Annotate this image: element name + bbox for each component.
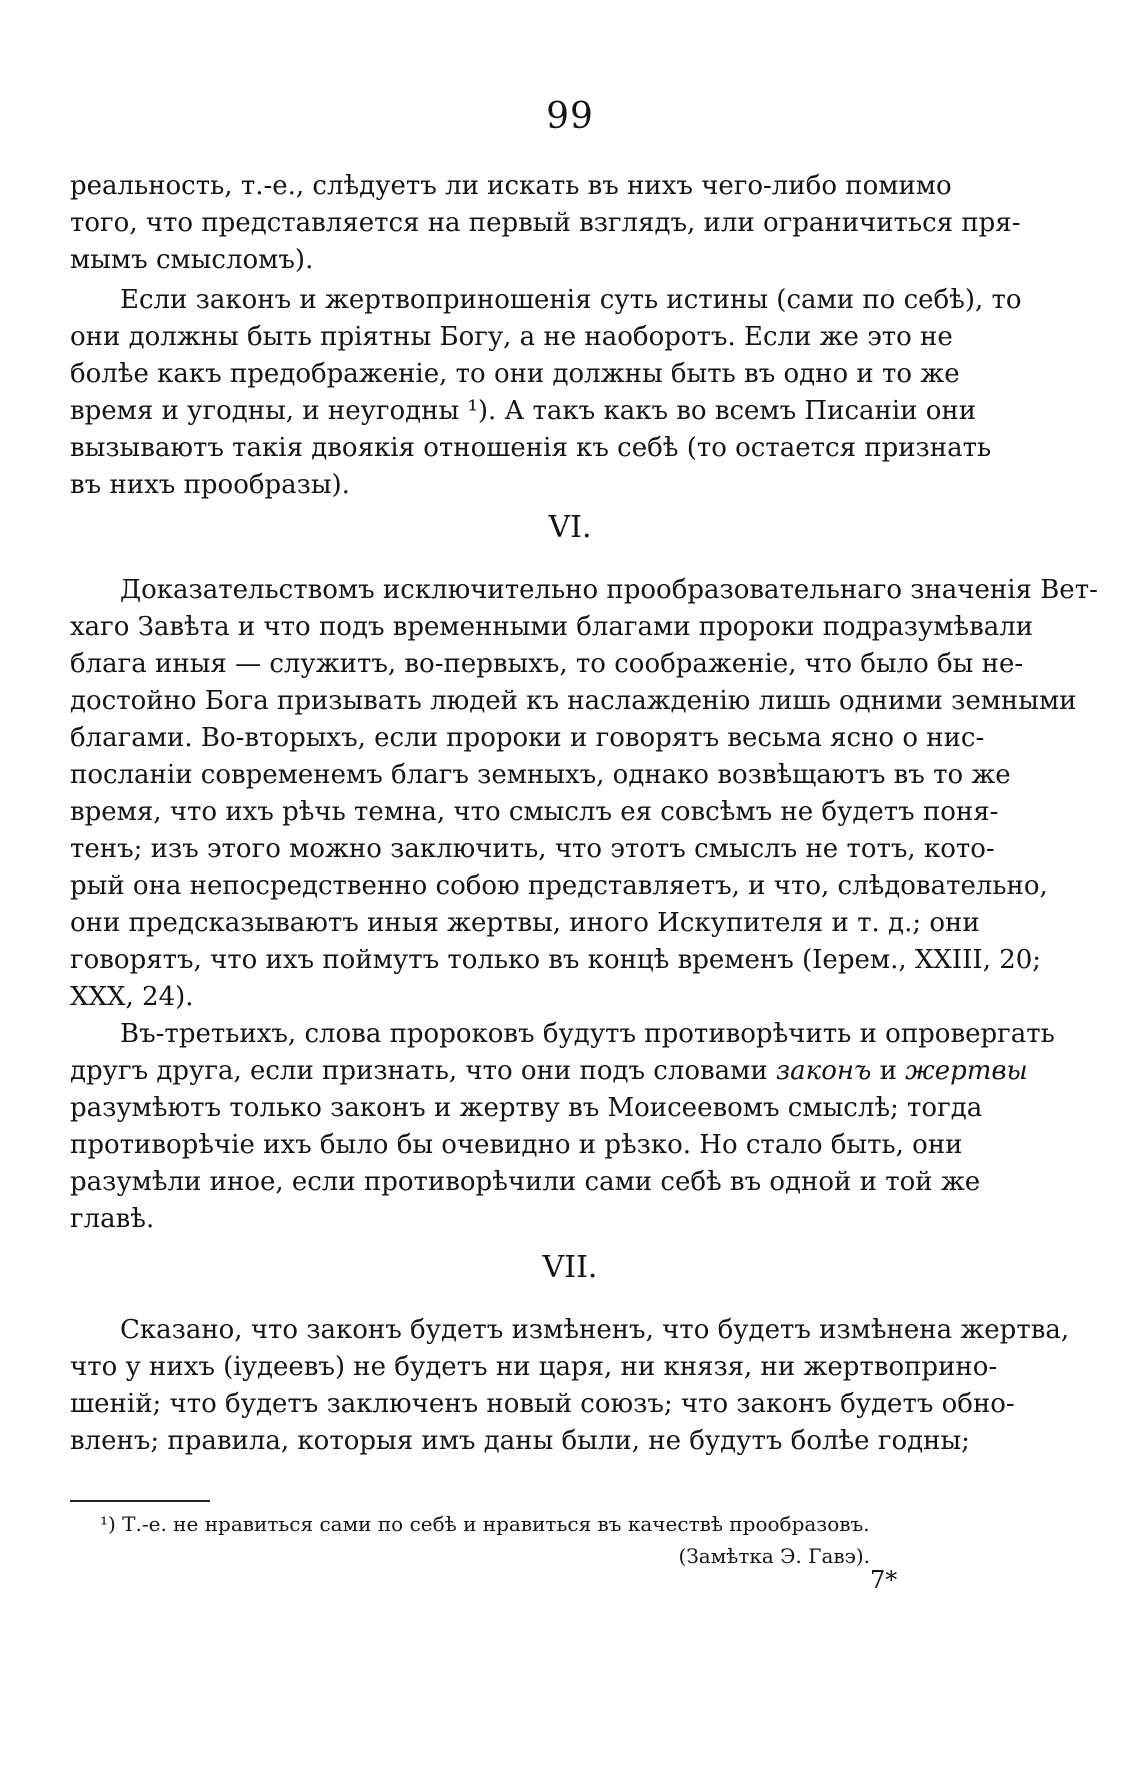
text-line: разумѣли иное, если противорѣчили сами себѣ въ одной и той же bbox=[70, 1167, 981, 1197]
text-line: говорятъ, что ихъ поймутъ только въ концѣ временъ (Iерем., XXIII, 20; bbox=[70, 945, 1042, 975]
text-line bbox=[70, 1053, 1028, 1090]
text-line: противорѣчіе ихъ было бы очевидно и рѣзко. Но стало быть, они bbox=[70, 1130, 963, 1160]
text-line: Сказано, что законъ будетъ измѣненъ, что будетъ измѣнена жертва, bbox=[120, 1315, 1070, 1345]
text-line: хаго Завѣта и что подъ временными благами пророки подразумѣвали bbox=[70, 612, 1034, 642]
text-line: блага иныя — служитъ, во-первыхъ, то соображеніе, что было бы не- bbox=[70, 649, 1024, 679]
text-segment: другъ друга, если признать, что они подъ словами bbox=[70, 1056, 776, 1086]
text-line: Если законъ и жертвоприношенія суть истины (сами по себѣ), то bbox=[120, 285, 1022, 315]
text-line: посланіи современемъ благъ земныхъ, однако возвѣщаютъ въ то же bbox=[70, 760, 1011, 790]
italic-word-zakon: законъ bbox=[775, 1056, 872, 1086]
footnote-text: ¹) Т.-е. не нравиться сами по себѣ и нравиться въ качествѣ прообразовъ. bbox=[100, 1512, 870, 1536]
text-line: XXX, 24). bbox=[70, 982, 194, 1012]
text-line: что у нихъ (іудеевъ) не будетъ ни царя, ни князя, ни жертвоприно- bbox=[70, 1352, 998, 1382]
paragraph-1 bbox=[70, 168, 1021, 279]
footnote bbox=[100, 1508, 870, 1572]
text-line: вызываютъ такія двоякія отношенія къ себѣ (то остается признать bbox=[70, 433, 992, 463]
text-line: они предсказываютъ иныя жертвы, иного Искупителя и т. д.; они bbox=[70, 908, 980, 938]
paragraph-5 bbox=[70, 1312, 1070, 1460]
text-line: въ нихъ прообразы). bbox=[70, 470, 350, 500]
text-line: реальность, т.-е., слѣдуетъ ли искать въ нихъ чего-либо помимо bbox=[70, 171, 952, 201]
text-line: разумѣютъ только законъ и жертву въ Моисеевомъ смыслѣ; тогда bbox=[70, 1093, 983, 1123]
signature-mark: 7* bbox=[870, 1566, 898, 1594]
text-line: рый она непосредственно собою представляетъ, и что, слѣдовательно, bbox=[70, 871, 1048, 901]
text-line: вленъ; правила, которыя имъ даны были, не будутъ болѣе годны; bbox=[70, 1426, 970, 1456]
section-heading-vi: VI. bbox=[548, 510, 592, 545]
footnote-divider bbox=[70, 1500, 210, 1502]
paragraph-4 bbox=[70, 1016, 1055, 1238]
text-line: тенъ; изъ этого можно заключить, что этотъ смыслъ не тотъ, кото- bbox=[70, 834, 995, 864]
text-line: того, что представляется на первый взглядъ, или ограничиться пря- bbox=[70, 208, 1021, 238]
text-line: благами. Во-вторыхъ, если пророки и говорятъ весьма ясно о нис- bbox=[70, 723, 985, 753]
paragraph-3 bbox=[70, 572, 1098, 1016]
text-line: мымъ смысломъ). bbox=[70, 245, 314, 275]
text-line: шеній; что будетъ заключенъ новый союзъ; что законъ будетъ обно- bbox=[70, 1389, 1015, 1419]
text-line: они должны быть пріятны Богу, а не наоборотъ. Если же это не bbox=[70, 322, 953, 352]
text-line: Доказательствомъ исключительно прообразовательнаго значенія Вет- bbox=[120, 575, 1098, 605]
section-heading-vii: VII. bbox=[542, 1250, 598, 1285]
italic-word-zhertvy: жертвы bbox=[905, 1056, 1028, 1086]
text-line: время, что ихъ рѣчь темна, что смыслъ ея совсѣмъ не будетъ поня- bbox=[70, 797, 999, 827]
text-line: главѣ. bbox=[70, 1204, 155, 1234]
paragraph-2 bbox=[70, 282, 1022, 504]
text-line: достойно Бога призывать людей къ наслажденію лишь одними земными bbox=[70, 686, 1077, 716]
footnote-attribution: (Замѣтка Э. Гавэ). bbox=[678, 1544, 870, 1568]
text-line: болѣе какъ предображеніе, то они должны быть въ одно и то же bbox=[70, 359, 960, 389]
text-segment: и bbox=[871, 1056, 906, 1086]
page-number: 99 bbox=[546, 96, 594, 137]
text-line: Въ-третьихъ, слова пророковъ будутъ противорѣчить и опровергать bbox=[120, 1019, 1055, 1049]
text-line: время и угодны, и неугодны ¹). А такъ какъ во всемъ Писаніи они bbox=[70, 396, 977, 426]
